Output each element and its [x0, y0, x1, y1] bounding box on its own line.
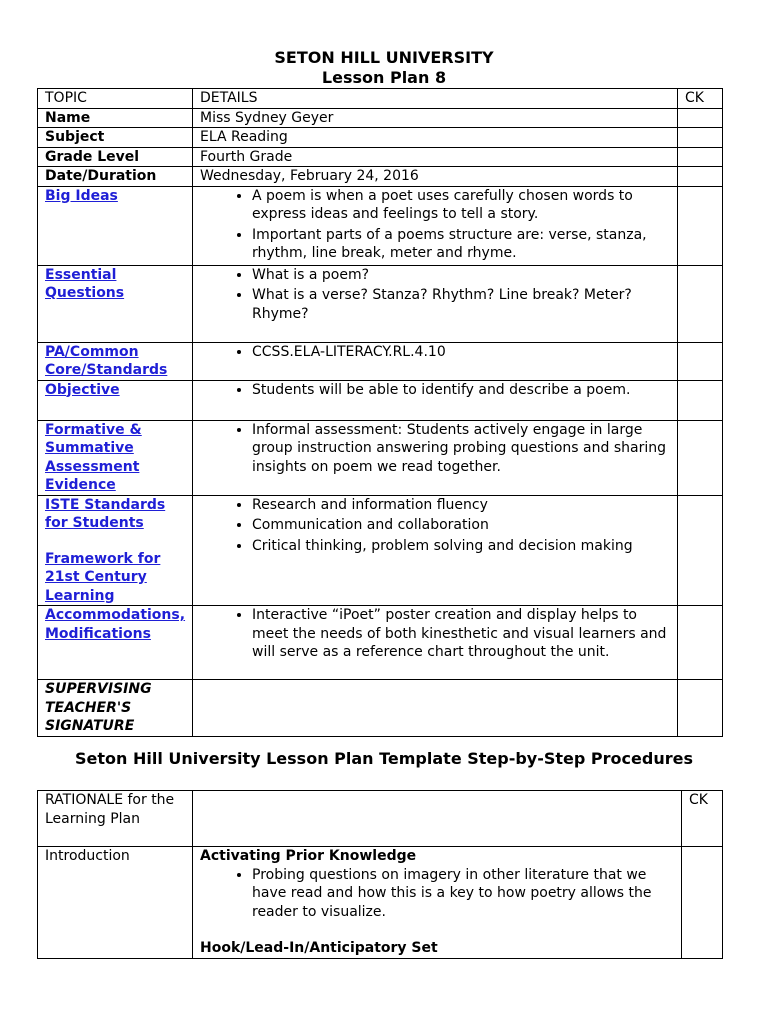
table-row	[38, 167, 723, 187]
list-item: • A poem is when a poet uses carefully chosen words to express ideas and feelings to tell a story.	[252, 187, 670, 224]
standards-link[interactable]: PA/Common Core/Standards	[45, 343, 168, 378]
ck-cell	[678, 420, 723, 495]
subject-label: Subject	[38, 128, 193, 148]
ck-cell	[678, 167, 723, 187]
essential-questions-link[interactable]: Essential Questions	[45, 266, 125, 301]
assessment-list	[200, 421, 670, 477]
date-value: Wednesday, February 24, 2016	[193, 167, 678, 187]
ck-cell	[682, 847, 723, 959]
list-item: • What is a poem?	[252, 266, 670, 285]
iste-list	[200, 496, 670, 556]
accommodations-list	[200, 606, 670, 662]
date-label: Date/Duration	[38, 167, 193, 187]
table-row	[38, 606, 723, 680]
ck-cell	[678, 495, 723, 606]
col-ck: CK	[682, 791, 723, 847]
subject-value: ELA Reading	[193, 128, 678, 148]
table-row	[38, 147, 723, 167]
essential-questions-list	[200, 266, 670, 324]
lesson-plan-title: Lesson Plan 8	[321, 68, 447, 87]
table-row	[38, 380, 723, 420]
ck-cell	[678, 147, 723, 167]
hook-heading: Hook/Lead-In/Anticipatory Set	[200, 940, 438, 956]
rationale-value	[193, 791, 682, 847]
grade-label: Grade Level	[38, 147, 193, 167]
table-row	[38, 847, 723, 959]
accommodations-link[interactable]: Accommodations, Modifications	[45, 607, 186, 642]
ck-cell	[678, 606, 723, 680]
objective-link[interactable]: Objective	[45, 381, 120, 398]
ck-cell	[678, 680, 723, 737]
table-row	[38, 680, 723, 737]
list-item: • Probing questions on imagery in other literature that we have read and how this is a key to how poetry allows the reader to visualize.	[252, 866, 674, 922]
ck-cell	[678, 265, 723, 342]
activating-list	[200, 866, 674, 922]
university-title: SETON HILL UNIVERSITY	[274, 48, 494, 67]
framework-link[interactable]: Framework for 21st Century Learning	[45, 550, 161, 604]
name-label: Name	[38, 108, 193, 128]
grade-value: Fourth Grade	[193, 147, 678, 167]
name-value: Miss Sydney Geyer	[193, 108, 678, 128]
procedures-title: Seton Hill University Lesson Plan Template Step-by-Step Procedures	[75, 749, 693, 768]
procedures-table	[37, 790, 723, 959]
big-ideas-list	[200, 187, 670, 263]
ck-cell	[678, 108, 723, 128]
table-row	[38, 420, 723, 495]
ck-cell	[678, 342, 723, 380]
table-row	[38, 186, 723, 265]
rationale-label: RATIONALE for the Learning Plan	[38, 791, 193, 847]
list-item: • Informal assessment: Students actively engage in large group instruction answering probing questions and sharing insights on poem we read together.	[252, 421, 670, 477]
col-details: DETAILS	[193, 89, 678, 109]
col-ck: CK	[678, 89, 723, 109]
standards-list	[200, 343, 670, 362]
list-item: • CCSS.ELA-LITERACY.RL.4.10	[252, 343, 670, 362]
table-row	[38, 265, 723, 342]
activating-heading: Activating Prior Knowledge	[200, 848, 417, 864]
iste-standards-link[interactable]: ISTE Standards for Students	[45, 496, 166, 531]
list-item: • Critical thinking, problem solving and decision making	[252, 537, 670, 556]
objective-list	[200, 381, 670, 400]
lesson-plan-table	[37, 88, 723, 737]
table-row	[38, 495, 723, 606]
signature-label: SUPERVISING TEACHER'S SIGNATURE	[38, 680, 193, 737]
assessment-link[interactable]: Formative & Summative Assessment Evidence	[45, 421, 142, 493]
list-item: • What is a verse? Stanza? Rhythm? Line break? Meter? Rhyme?	[252, 286, 670, 323]
ck-cell	[678, 380, 723, 420]
list-item: • Communication and collaboration	[252, 516, 670, 535]
list-item: • Important parts of a poems structure are: verse, stanza, rhythm, line break, meter and rhyme.	[252, 226, 670, 263]
list-item: • Interactive “iPoet” poster creation and display helps to meet the needs of both kinesthetic and visual learners and will serve as a reference chart throughout the unit.	[252, 606, 670, 662]
table-row	[38, 108, 723, 128]
table-header-row	[38, 89, 723, 109]
table-row	[38, 128, 723, 148]
ck-cell	[678, 128, 723, 148]
table-row	[38, 342, 723, 380]
list-item: • Research and information fluency	[252, 496, 670, 515]
signature-field	[193, 680, 678, 737]
list-item: • Students will be able to identify and describe a poem.	[252, 381, 670, 400]
ck-cell	[678, 186, 723, 265]
table-row	[38, 791, 723, 847]
introduction-label: Introduction	[38, 847, 193, 959]
col-topic: TOPIC	[38, 89, 193, 109]
big-ideas-link[interactable]: Big Ideas	[45, 187, 118, 204]
